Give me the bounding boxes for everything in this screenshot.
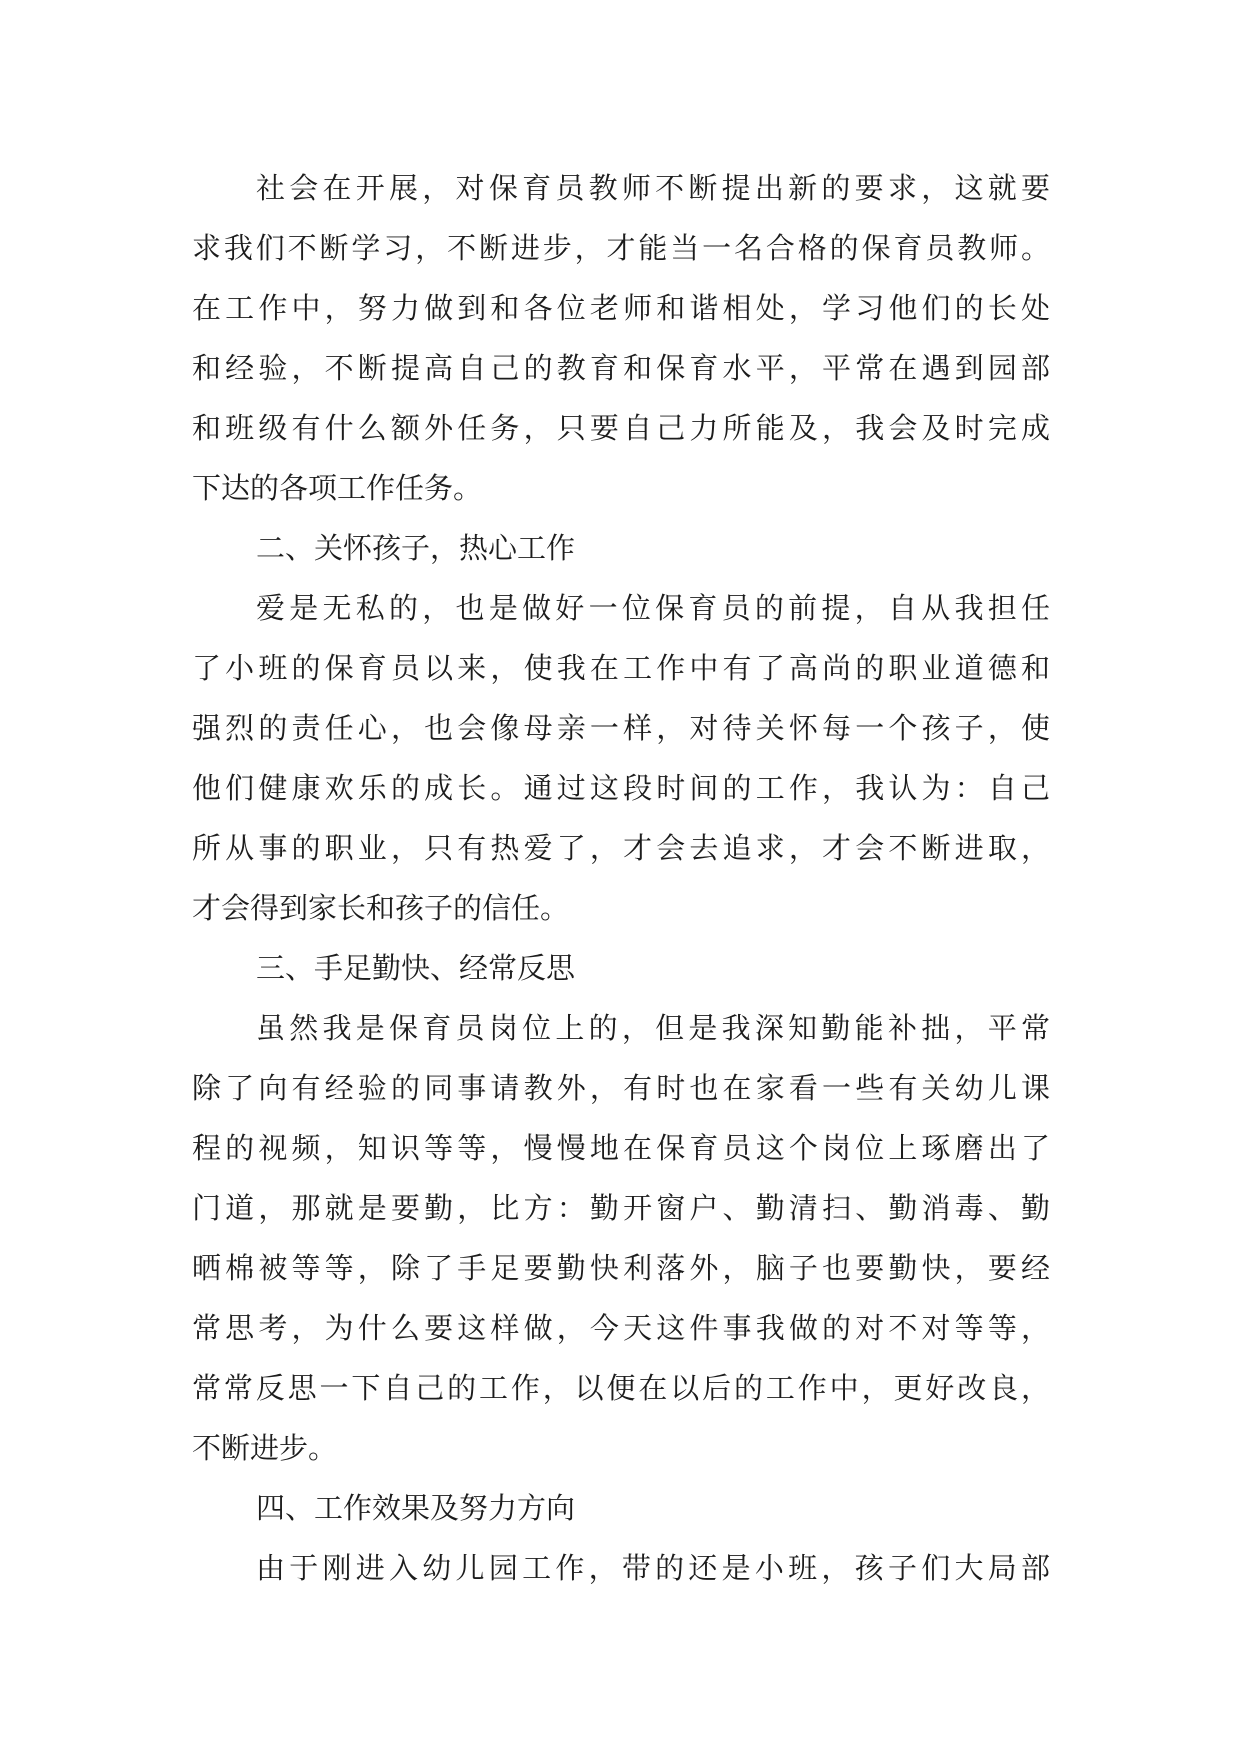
paragraph-line: 和经验，不断提高自己的教育和保育水平，平常在遇到园部 — [192, 351, 1050, 385]
paragraph-line: 下达的各项工作任务。 — [192, 471, 483, 505]
paragraph-line: 所从事的职业，只有热爱了，才会去追求，才会不断进取， — [192, 831, 1050, 865]
paragraph-line: 在工作中，努力做到和各位老师和谐相处，学习他们的长处 — [192, 291, 1050, 325]
section-heading: 二、关怀孩子，热心工作 — [256, 531, 576, 565]
paragraph-line: 由于刚进入幼儿园工作，带的还是小班，孩子们大局部 — [256, 1551, 1050, 1585]
paragraph-line: 门道，那就是要勤，比方：勤开窗户、勤清扫、勤消毒、勤 — [192, 1191, 1050, 1225]
section-heading: 三、手足勤快、经常反思 — [256, 951, 576, 985]
paragraph-line: 求我们不断学习，不断进步，才能当一名合格的保育员教师。 — [192, 231, 1050, 265]
paragraph-line: 和班级有什么额外任务，只要自己力所能及，我会及时完成 — [192, 411, 1050, 445]
paragraph-line: 强烈的责任心，也会像母亲一样，对待关怀每一个孩子，使 — [192, 711, 1050, 745]
paragraph-line: 除了向有经验的同事请教外，有时也在家看一些有关幼儿课 — [192, 1071, 1050, 1105]
paragraph-line: 常常反思一下自己的工作，以便在以后的工作中，更好改良， — [192, 1371, 1050, 1405]
paragraph-line: 了小班的保育员以来，使我在工作中有了高尚的职业道德和 — [192, 651, 1050, 685]
paragraph-line: 程的视频，知识等等，慢慢地在保育员这个岗位上琢磨出了 — [192, 1131, 1050, 1165]
paragraph-line: 不断进步。 — [192, 1431, 338, 1465]
section-heading: 四、工作效果及努力方向 — [256, 1491, 576, 1525]
paragraph-line: 才会得到家长和孩子的信任。 — [192, 891, 570, 925]
paragraph-line: 晒棉被等等，除了手足要勤快利落外，脑子也要勤快，要经 — [192, 1251, 1050, 1285]
paragraph-line: 社会在开展，对保育员教师不断提出新的要求，这就要 — [256, 171, 1050, 205]
paragraph-line: 爱是无私的，也是做好一位保育员的前提，自从我担任 — [256, 591, 1050, 625]
paragraph-line: 常思考，为什么要这样做，今天这件事我做的对不对等等， — [192, 1311, 1050, 1345]
document-body — [192, 158, 1050, 1598]
paragraph-line: 虽然我是保育员岗位上的，但是我深知勤能补拙，平常 — [256, 1011, 1050, 1045]
paragraph-line: 他们健康欢乐的成长。通过这段时间的工作，我认为：自己 — [192, 771, 1050, 805]
